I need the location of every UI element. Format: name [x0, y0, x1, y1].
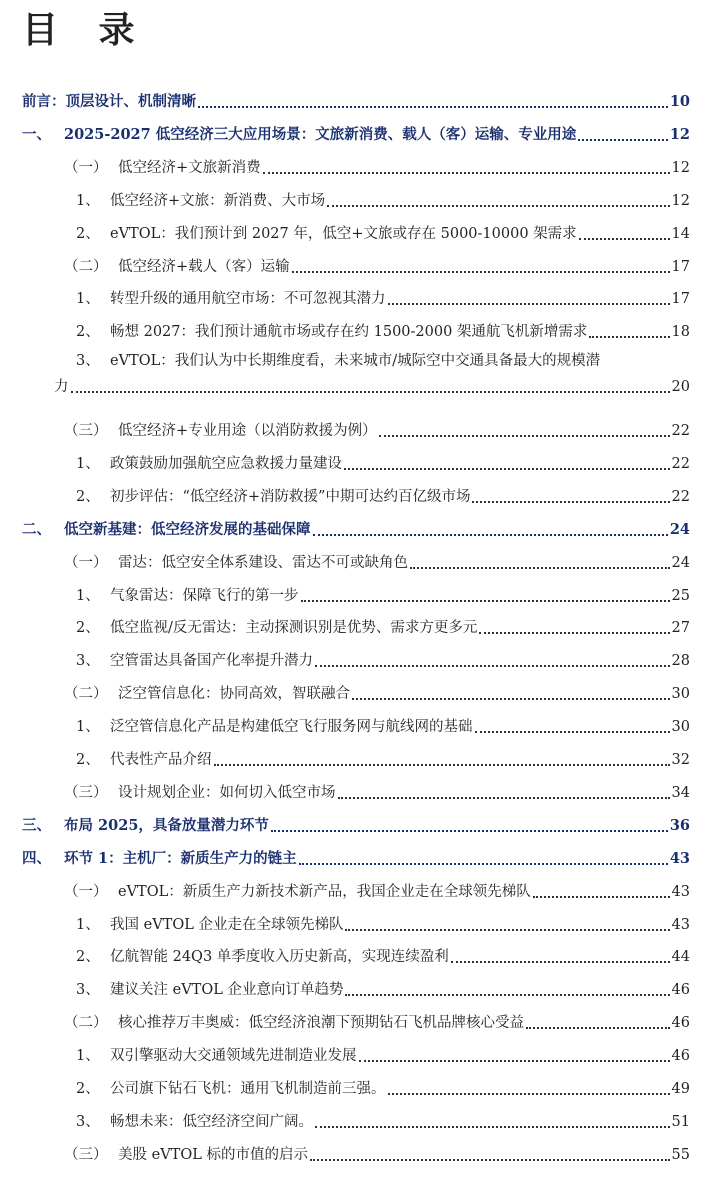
toc-leader-dots [292, 270, 670, 273]
toc-entry-level-2[interactable] [64, 1001, 690, 1033]
toc-entry-number: 2、 [76, 949, 100, 966]
toc-entry-number: （三） [64, 423, 108, 439]
toc-entry-page: 17 [671, 258, 690, 275]
toc-entry-level-3[interactable] [76, 574, 690, 606]
toc-entry-text: 2025-2027 低空经济三大应用场景：文旅新消费、载人（客）运输、专业用途 [64, 125, 577, 143]
toc-entry-text: eVTOL：我们预计到 2027 年，低空+文旅或存在 5000-10000 架需求 [110, 225, 577, 242]
toc-entry-text: 初步评估：“低空经济+消防救援”中期可达约百亿级市场 [110, 488, 471, 505]
toc-entry-page: 34 [671, 784, 690, 801]
toc-entry-number: 1、 [76, 916, 100, 933]
toc-entry-page: 49 [671, 1081, 690, 1097]
toc-entry-page: 30 [671, 719, 690, 736]
toc-entry-text-continued: 力 [54, 379, 69, 396]
toc-entry-text: 建议关注 eVTOL 企业意向订单趋势 [110, 982, 344, 999]
toc-entry-number: 二、 [22, 520, 51, 538]
toc-entry-number: 2、 [76, 225, 100, 242]
toc-leader-dots [338, 796, 670, 799]
toc-entry-level-2[interactable] [64, 771, 690, 803]
toc-entry-text: 低空经济+文旅新消费 [118, 159, 261, 176]
toc-entry-page: 43 [671, 883, 690, 900]
toc-entry-page: 10 [669, 93, 690, 110]
toc-entry-page: 44 [671, 949, 690, 966]
toc-entry-page: 22 [671, 423, 690, 439]
page-title: 目 录 [22, 9, 149, 51]
toc-entry-page: 27 [671, 620, 690, 637]
toc-entry-page: 17 [671, 291, 690, 308]
toc-leader-dots [344, 467, 670, 470]
toc-entry-page: 46 [671, 982, 690, 999]
toc-leader-dots [310, 1158, 670, 1161]
toc-entry-level-2[interactable] [64, 409, 690, 441]
toc-leader-dots [533, 895, 670, 898]
toc-entry-level-3[interactable] [76, 738, 690, 770]
toc-entry-text: 雷达：低空安全体系建设、雷达不可或缺角色 [118, 554, 408, 571]
toc-entry-text: 核心推荐万丰奥威：低空经济浪潮下预期钻石飞机品牌核心受益 [118, 1015, 524, 1032]
toc-entry-level-1[interactable] [22, 113, 690, 145]
toc-entry-level-3[interactable] [76, 179, 690, 211]
toc-entry-level-1[interactable] [22, 837, 690, 869]
toc-entry-level-3[interactable] [76, 277, 690, 309]
toc-entry-text: 双引擎驱动大交通领域先进制造业发展 [110, 1048, 357, 1065]
toc-leader-dots [578, 138, 668, 141]
toc-leader-dots [198, 105, 668, 108]
toc-entry-level-2[interactable] [64, 146, 690, 178]
toc-entry-number: 3、 [76, 353, 100, 370]
toc-entry-number: （三） [64, 784, 108, 801]
toc-entry-number: 三、 [22, 816, 51, 834]
toc-entry-level-3[interactable] [76, 1100, 690, 1132]
toc-leader-dots [352, 697, 670, 700]
toc-entry-number: 1、 [76, 455, 100, 472]
toc-entry-number: 1、 [76, 719, 100, 736]
toc-leader-dots [315, 1125, 670, 1128]
toc-entry-page: 36 [669, 816, 690, 834]
toc-entry-level-3[interactable] [76, 968, 690, 1000]
toc-entry-number: 2、 [76, 620, 100, 637]
toc-entry-text: 政策鼓励加强航空应急救援力量建设 [110, 455, 342, 472]
toc-entry-level-2[interactable] [64, 672, 690, 704]
toc-entry-page: 43 [671, 916, 690, 933]
toc-entry-text: 布局 2025，具备放量潜力环节 [64, 816, 269, 834]
toc-entry-text: 空管雷达具备国产化率提升潜力 [110, 653, 313, 670]
toc-entry-level-1[interactable] [22, 80, 690, 112]
toc-entry-number: 1、 [76, 1048, 100, 1065]
toc-entry-page: 30 [671, 686, 690, 703]
toc-leader-dots [299, 862, 668, 865]
toc-entry-text: 公司旗下钻石飞机：通用飞机制造前三强。 [110, 1081, 386, 1097]
toc-entry-number: 1、 [76, 192, 100, 209]
toc-entry-page: 24 [669, 520, 690, 538]
toc-entry-text: 气象雷达：保障飞行的第一步 [110, 587, 299, 604]
toc-entry-text: 低空经济+文旅：新消费、大市场 [110, 192, 326, 209]
toc-entry-level-2[interactable] [64, 870, 690, 902]
toc-entry-number: 2、 [76, 324, 100, 341]
toc-entry-text: 设计规划企业：如何切入低空市场 [118, 784, 336, 801]
toc-leader-dots [526, 1026, 670, 1029]
toc-entry-number: 四、 [22, 849, 51, 867]
toc-leader-dots [479, 631, 669, 634]
toc-entry-number: （一） [64, 883, 108, 900]
toc-entry-page: 24 [671, 554, 690, 571]
toc-entry-page: 20 [671, 379, 690, 396]
toc-entry-page: 46 [671, 1048, 690, 1065]
toc-entry-page: 55 [671, 1146, 690, 1163]
toc-entry-page: 46 [671, 1015, 690, 1032]
toc-entry-level-1[interactable] [22, 508, 690, 540]
toc-entry-text: 亿航智能 24Q3 单季度收入历史新高，实现连续盈利 [110, 949, 449, 966]
toc-entry-text: 代表性产品介绍 [110, 752, 212, 768]
toc-entry-level-3[interactable] [76, 212, 690, 244]
toc-leader-dots [327, 204, 669, 207]
toc-entry-level-1[interactable] [22, 804, 690, 836]
toc-entry-page: 22 [671, 488, 690, 505]
toc-entry-level-3[interactable] [76, 903, 690, 935]
toc-entry-page: 18 [671, 324, 690, 341]
toc-leader-dots [410, 566, 670, 569]
toc-entry-level-3[interactable] [76, 310, 690, 342]
toc-entry-text: eVTOL：我们认为中长期维度看，未来城市/城际空中交通具备最大的规模潜 [110, 353, 601, 370]
toc-entry-text: eVTOL：新质生产力新技术新产品，我国企业走在全球领先梯队 [118, 883, 531, 900]
toc-leader-dots [388, 302, 670, 305]
toc-entry-number: 2、 [76, 488, 100, 505]
toc-entry-text: 畅想未来：低空经济空间广阔。 [110, 1113, 313, 1130]
toc-entry-text: 畅想 2027：我们预计通航市场或存在约 1500-2000 架通航飞机新增需求 [110, 324, 588, 341]
toc-leader-dots [214, 763, 670, 766]
toc-leader-dots [301, 599, 670, 602]
toc-leader-dots [271, 829, 668, 832]
toc-entry-level-3[interactable] [76, 639, 690, 671]
toc-entry-page: 14 [671, 225, 690, 242]
toc-entry-level-3[interactable] [76, 442, 690, 474]
toc-entry-page: 12 [671, 159, 690, 176]
toc-leader-dots [359, 1059, 670, 1062]
toc-entry-number: （二） [64, 258, 108, 275]
toc-entry-page: 25 [671, 587, 690, 604]
toc-entry-number: 3、 [76, 653, 100, 670]
toc-entry-level-2[interactable] [64, 1133, 690, 1165]
toc-leader-dots [388, 1092, 670, 1095]
toc-leader-dots [263, 171, 670, 174]
toc-entry-number: 3、 [76, 982, 100, 999]
toc-leader-dots [472, 500, 669, 503]
toc-entry-number: （一） [64, 554, 108, 571]
toc-entry-text: 我国 eVTOL 企业走在全球领先梯队 [110, 916, 344, 933]
toc-leader-dots [313, 533, 668, 536]
toc-entry-page: 32 [671, 752, 690, 768]
toc-entry-text: 低空经济+专业用途（以消防救援为例） [118, 423, 377, 439]
toc-entry-page: 22 [671, 455, 690, 472]
toc-leader-dots [315, 664, 670, 667]
toc-entry-text: 低空监视/反无雷达：主动探测识别是优势、需求方更多元 [110, 620, 478, 637]
toc-leader-dots [345, 993, 669, 996]
toc-entry-level-3[interactable] [76, 705, 690, 737]
toc-entry-level-2[interactable] [64, 541, 690, 573]
toc-leader-dots [475, 730, 670, 733]
toc-entry-number: 一、 [22, 125, 51, 143]
toc-entry-text: 泛空管信息化产品是构建低空飞行服务网与航线网的基础 [110, 719, 473, 736]
toc-entry-number: 1、 [76, 587, 100, 604]
toc-entry-text: 前言：顶层设计、机制清晰 [22, 93, 196, 110]
toc-entry-text: 环节 1：主机厂：新质生产力的链主 [64, 849, 297, 867]
toc-leader-dots [589, 335, 669, 338]
toc-entry-level-3[interactable] [76, 475, 690, 507]
toc-entry-level-3[interactable] [54, 348, 690, 404]
toc-entry-page: 28 [671, 653, 690, 670]
toc-entry-level-3[interactable] [76, 1067, 690, 1099]
toc-entry-level-2[interactable] [64, 245, 690, 277]
toc-entry-page: 51 [671, 1113, 690, 1130]
toc-entry-number: （三） [64, 1146, 108, 1163]
toc-entry-text: 泛空管信息化：协同高效，智联融合 [118, 686, 350, 703]
toc-entry-number: （一） [64, 159, 108, 176]
toc-leader-dots [579, 237, 670, 240]
toc-entry-text: 低空新基建：低空经济发展的基础保障 [64, 520, 311, 538]
toc-entry-number: （二） [64, 686, 108, 703]
toc-leader-dots [451, 960, 670, 963]
toc-entry-level-3[interactable] [76, 1034, 690, 1066]
toc-entry-page: 43 [669, 849, 690, 867]
toc-leader-dots [379, 434, 670, 437]
toc-entry-text: 转型升级的通用航空市场：不可忽视其潜力 [110, 291, 386, 308]
toc-entry-number: 1、 [76, 291, 100, 308]
toc-entry-number: 2、 [76, 752, 100, 768]
toc-entry-text: 美股 eVTOL 标的市值的启示 [118, 1146, 308, 1163]
toc-entry-page: 12 [669, 125, 690, 143]
toc-entry-number: 2、 [76, 1081, 100, 1097]
toc-entry-number: （二） [64, 1015, 108, 1032]
toc-leader-dots [345, 928, 669, 931]
toc-entry-level-3[interactable] [76, 935, 690, 967]
toc-entry-level-3[interactable] [76, 606, 690, 638]
toc-entry-text: 低空经济+载人（客）运输 [118, 258, 290, 275]
toc-entry-number: 3、 [76, 1113, 100, 1130]
toc-leader-dots [71, 390, 670, 393]
toc-entry-page: 12 [671, 192, 690, 209]
